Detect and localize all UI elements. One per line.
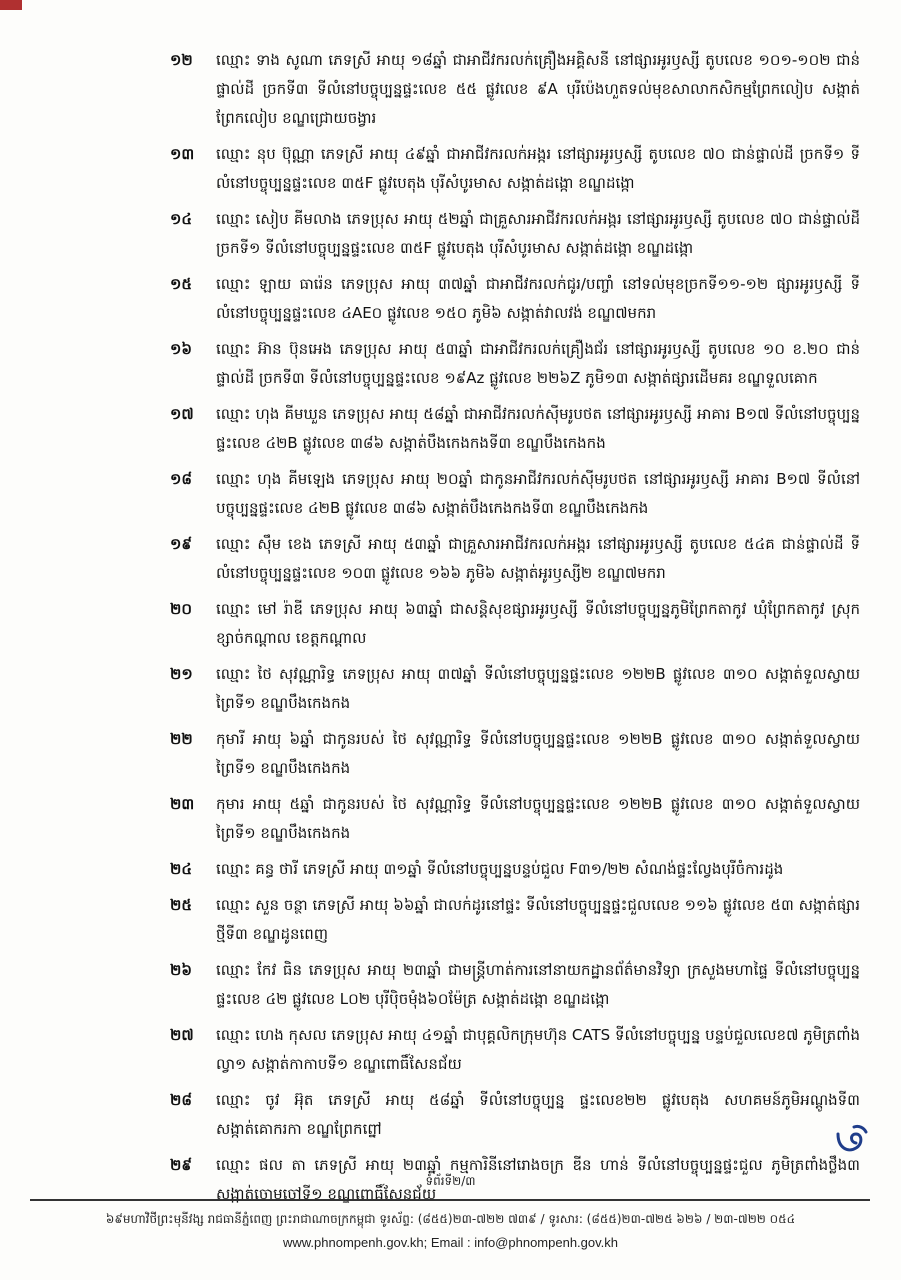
list-item: [170, 790, 860, 848]
entry-list: [170, 46, 860, 1216]
item-text: ឈ្មោះ ថៃ សុវណ្ណារិទ្ធ ភេទប្រុស អាយុ ៣៧ឆ្នាំ ទីលំនៅបច្ចុប្បន្នផ្ទះលេខ ១២២B ផ្លូវលេខ ៣១០ សង្កាត់ទួលស្វាយព្រៃទី១ ខណ្ឌបឹងកេងកង: [216, 665, 860, 712]
list-item: [170, 205, 860, 263]
list-item: [170, 725, 860, 783]
item-number: ១៧: [170, 405, 194, 423]
corner-mark: [0, 0, 22, 10]
item-text: ឈ្មោះ ផល តា ភេទស្រី អាយុ ២៣ឆ្នាំ កម្មការិនីនៅរោងចក្រ ឌីន ហាន់ ទីលំនៅបច្ចុប្បន្នផ្ទះជួល ភូមិត្រពាំងថ្លឹង៣ សង្កាត់ចោមចៅទី១ ខណ្ឌពោធិ៍សែនជ័យ: [216, 1156, 860, 1203]
item-number: ២៥: [170, 896, 192, 914]
item-number: ១៥: [170, 275, 192, 293]
item-text: ឈ្មោះ សួន ចន្ថា ភេទស្រី អាយុ ៦៦ឆ្នាំ ជាលក់ដូរនៅផ្ទះ ទីលំនៅបច្ចុប្បន្នផ្ទះជួលលេខ ១១៦ ផ្លូវលេខ ៥៣ សង្កាត់ផ្សារថ្មីទី៣ ខណ្ឌដូនពេញ: [216, 896, 860, 943]
item-number: ២៣: [170, 795, 195, 813]
item-number: ២០: [170, 600, 192, 618]
list-item: [170, 855, 860, 884]
list-item: [170, 1021, 860, 1079]
item-number: ២៤: [170, 860, 192, 878]
item-number: ១៦: [170, 340, 192, 358]
item-number: ២២: [170, 730, 193, 748]
list-item: [170, 530, 860, 588]
item-number: ២៦: [170, 961, 192, 979]
list-item: [170, 660, 860, 718]
footer-contact: www.phnompenh.gov.kh; Email : info@phnompenh.gov.kh: [282, 1235, 619, 1250]
item-number: ២១: [170, 665, 193, 683]
item-text: ឈ្មោះ ហុង គីមឡេង ភេទប្រុស អាយុ ២០ឆ្នាំ ជាកូនអាជីវករលក់ស៊ីមរូបថត នៅផ្សារអូរឫស្សី អាគារ B១៧ ទីលំនៅបច្ចុប្បន្នផ្ទះលេខ ៤២B ផ្លូវលេខ ៣៨៦ សង្កាត់បឹងកេងកងទី៣ ខណ្ឌបឹងកេងកង: [216, 470, 860, 517]
item-text: ឈ្មោះ ហុង គីមឃួន ភេទប្រុស អាយុ ៥៨ឆ្នាំ ជាអាជីវករលក់ស៊ីមរូបថត នៅផ្សារអូរឫស្សី អាគារ B១៧ ទីលំនៅបច្ចុប្បន្នផ្ទះលេខ ៤២B ផ្លូវលេខ ៣៨៦ សង្កាត់បឹងកេងកងទី៣ ខណ្ឌបឹងកេងកង: [216, 405, 860, 452]
item-text: ឈ្មោះ សៀប គីមលាង ភេទប្រុស អាយុ ៥២ឆ្នាំ ជាគ្រួសារអាជីវករលក់អង្ករ នៅផ្សារអូរឫស្សី តូបលេខ ៧០ ជាន់ផ្ទាល់ដី ច្រកទី១ ទីលំនៅបច្ចុប្បន្នផ្ទះលេខ ៣៥F ផ្លូវបេតុង បុរីសំបូរមាស សង្កាត់ដង្កោ ខណ្ឌដង្កោ: [216, 210, 860, 257]
list-item: [170, 400, 860, 458]
item-text: កុមារី អាយុ ៦ឆ្នាំ ជាកូនរបស់ ថៃ សុវណ្ណារិទ្ធ ទីលំនៅបច្ចុប្បន្នផ្ទះលេខ ១២២B ផ្លូវលេខ ៣១០ សង្កាត់ទួលស្វាយព្រៃទី១ ខណ្ឌបឹងកេងកង: [216, 730, 860, 777]
item-text: ឈ្មោះ ស៊ឹម ខេង ភេទស្រី អាយុ ៥៣ឆ្នាំ ជាគ្រួសារអាជីវករលក់អង្ករ នៅផ្សារអូរឫស្សី តូបលេខ ៥៤គ ជាន់ផ្ទាល់ដី ទីលំនៅបច្ចុប្បន្នផ្ទះលេខ ១០៣ ផ្លូវលេខ ១៦៦ ភូមិ៦ សង្កាត់អូរឫស្សី២ ខណ្ឌ៧មករា: [216, 535, 860, 582]
list-item: [170, 46, 860, 133]
item-text: ឈ្មោះ ឡាយ ធារ៉េន ភេទប្រុស អាយុ ៣៧ឆ្នាំ ជាអាជីវករលក់ជូរ/បញ្ចាំ នៅទល់មុខច្រកទី១១-១២ ផ្សារអូរឫស្សី ទីលំនៅបច្ចុប្បន្នផ្ទះលេខ ៤AE០ ផ្លូវលេខ ១៥០ ភូមិ៦ សង្កាត់វាលវង់ ខណ្ឌ៧មករា: [216, 275, 860, 322]
item-number: ១៤: [170, 210, 192, 228]
signature-initial: [832, 1120, 870, 1158]
list-item: [170, 140, 860, 198]
list-item: [170, 891, 860, 949]
item-text: ឈ្មោះ កែវ ធិន ភេទប្រុស អាយុ ២៣ឆ្នាំ ជាមន្ត្រីហាត់ការនៅនាយកដ្ឋានព័ត៌មានវិទ្យា ក្រសួងមហាផ្ទៃ ទីលំនៅបច្ចុប្បន្នផ្ទះលេខ ៤២ ផ្លូវលេខ L០២ បុរីប៉ិចមុំង៦០ម៉ែត្រ សង្កាត់ដង្កោ ខណ្ឌដង្កោ: [216, 961, 860, 1008]
list-item: [170, 270, 860, 328]
item-text: ឈ្មោះ មៅ រ៉ាឌី ភេទប្រុស អាយុ ៦៣ឆ្នាំ ជាសន្តិសុខផ្សារអូរឫស្សី ទីលំនៅបច្ចុប្បន្នភូមិព្រែកតាកូវ ឃុំព្រែកតាកូវ ស្រុកខ្សាច់កណ្តាល ខេត្តកណ្តាល: [216, 600, 860, 647]
item-number: ២៨: [170, 1091, 192, 1109]
footer-address: ៦៩មហាវិថីព្រះមុនីវង្ស រាជធានីភ្នំពេញ ព្រះរាជាណាចក្រកម្ពុជា ទូរស័ព្ទ: (៨៥៥)២៣-៧២២ ៧៣៩ / ទូរសារ: (៨៥៥)២៣-៧២៥ ៦២៦ / ២៣-៧២២ ០៥៤: [105, 1212, 796, 1226]
list-item: [170, 1086, 860, 1144]
item-text: ឈ្មោះ ចូវ អ៊ុត ភេទស្រី អាយុ ៥៨ឆ្នាំ ទីលំនៅបច្ចុប្បន្ន ផ្ទះលេខ២២ ផ្លូវបេតុង សហគមន៍ភូមិអណ្តូងទី៣ សង្កាត់គោករកា ខណ្ឌព្រែកព្នៅ: [216, 1091, 860, 1138]
list-item: [170, 465, 860, 523]
item-number: ១៣: [170, 145, 195, 163]
item-text: ឈ្មោះ គន្ធ ថារី ភេទស្រី អាយុ ៣១ឆ្នាំ ទីលំនៅបច្ចុប្បន្នបន្ទប់ជួល F៣១/២២ សំណង់ផ្ទះល្វែងបុរីចំការដូង: [216, 860, 784, 878]
footer-divider: [30, 1199, 870, 1201]
item-text: ឈ្មោះ ហេង កុសល ភេទប្រុស អាយុ ៤១ឆ្នាំ ជាបុគ្គលិកក្រុមហ៊ុន CATS ទីលំនៅបច្ចុប្បន្ន បន្ទប់ជួលលេខ៧ ភូមិត្រពាំងល្វា១ សង្កាត់កាកាបទី១ ខណ្ឌពោធិ៍សែនជ័យ: [216, 1026, 860, 1073]
list-item: [170, 335, 860, 393]
list-item: [170, 595, 860, 653]
item-number: ២៧: [170, 1026, 194, 1044]
item-text: កុមារ អាយុ ៥ឆ្នាំ ជាកូនរបស់ ថៃ សុវណ្ណារិទ្ធ ទីលំនៅបច្ចុប្បន្នផ្ទះលេខ ១២២B ផ្លូវលេខ ៣១០ សង្កាត់ទួលស្វាយព្រៃទី១ ខណ្ឌបឹងកេងកង: [216, 795, 860, 842]
item-text: ឈ្មោះ នុប ប៊ុណ្ណា ភេទស្រី អាយុ ៤៩ឆ្នាំ ជាអាជីវករលក់អង្ករ នៅផ្សារអូរឫស្សី តូបលេខ ៧០ ជាន់ផ្ទាល់ដី ច្រកទី១ ទីលំនៅបច្ចុប្បន្នផ្ទះលេខ ៣៥F ផ្លូវបេតុង បុរីសំបូរមាស សង្កាត់ដង្កោ ខណ្ឌដង្កោ: [216, 145, 860, 192]
page-number: ទំព័រទី២/៣: [425, 1174, 476, 1188]
item-number: ២៩: [170, 1156, 192, 1174]
item-number: ១៨: [170, 470, 192, 488]
item-text: ឈ្មោះ ទាង សូណា ភេទស្រី អាយុ ១៨ឆ្នាំ ជាអាជីវករលក់គ្រឿងអគ្គិសនី នៅផ្សារអូរឫស្សី តូបលេខ ១០១-១០២ ជាន់ផ្ទាល់ដី ច្រកទី៣ ទីលំនៅបច្ចុប្បន្នផ្ទះលេខ ៥៥ ផ្លូវលេខ ៩A បុរីប៉េងហួតទល់មុខសាលាកសិកម្មព្រែកលៀប សង្កាត់ព្រែកលៀប ខណ្ឌជ្រោយចង្វារ: [216, 51, 860, 127]
list-item: [170, 956, 860, 1014]
item-number: ១៩: [170, 535, 192, 553]
item-text: ឈ្មោះ អ៊ាន ប៊ុនអេង ភេទប្រុស អាយុ ៥៣ឆ្នាំ ជាអាជីវករលក់គ្រឿងជ័រ នៅផ្សារអូរឫស្សី តូបលេខ ១០ ខ.២០ ជាន់ផ្ទាល់ដី ច្រកទី៣ ទីលំនៅបច្ចុប្បន្នផ្ទះលេខ ១៩Az ផ្លូវលេខ ២២៦Z ភូមិ១៣ សង្កាត់ផ្សារដើមគរ ខណ្ឌទួលគោក: [216, 340, 860, 387]
item-number: ១២: [170, 51, 193, 69]
